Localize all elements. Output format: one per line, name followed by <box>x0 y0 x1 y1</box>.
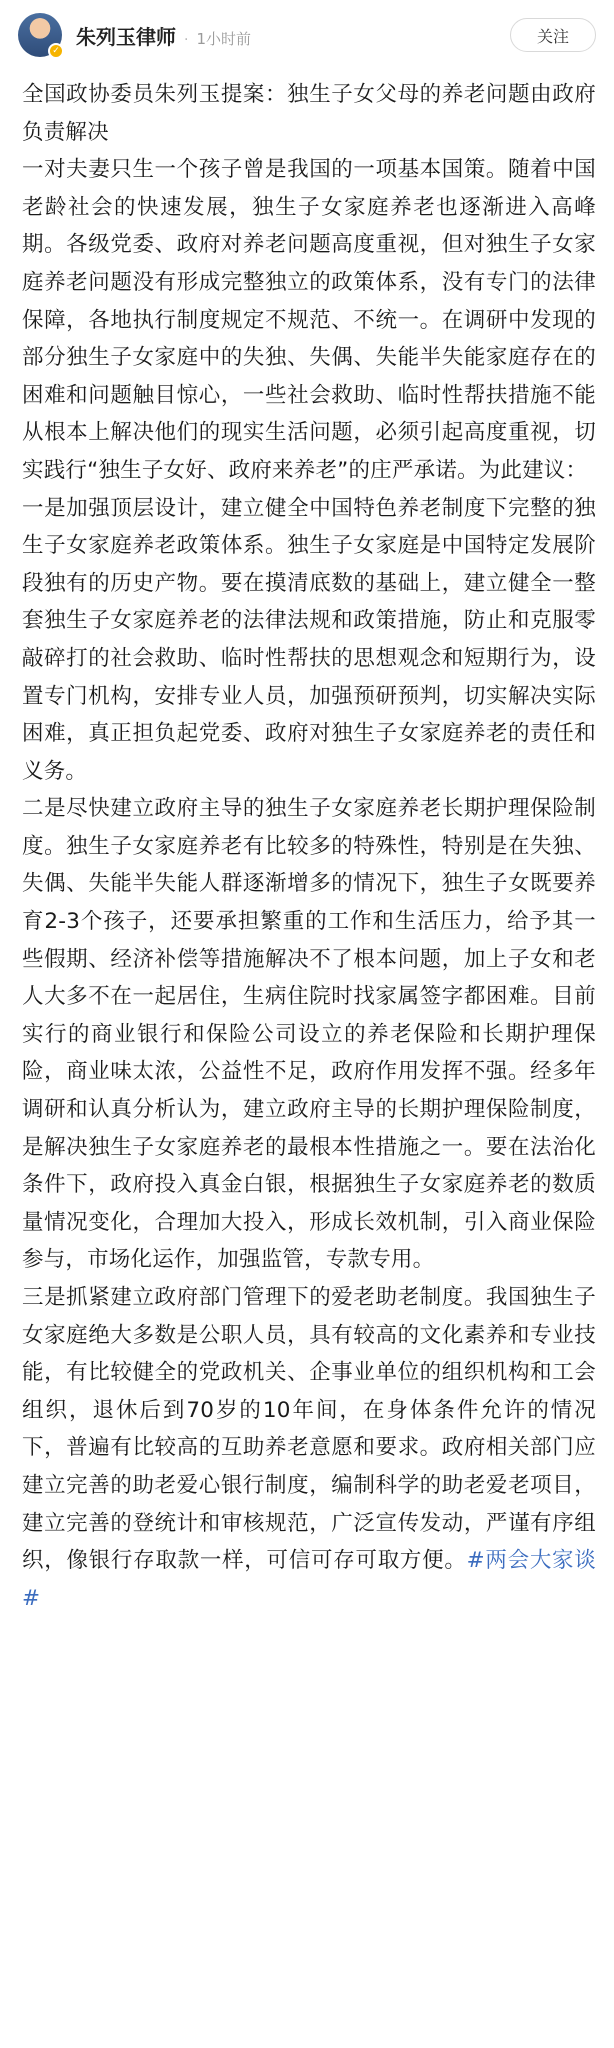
author-name[interactable]: 朱列玉律师 <box>76 24 176 49</box>
post-time: 1小时前 <box>196 29 251 48</box>
article-paragraph <box>22 1279 596 1617</box>
article-paragraph-text: 三是抓紧建立政府部门管理下的爱老助老制度。我国独生子女家庭绝大多数是公职人员，具有较高的文化素养和专业技能，有比较健全的党政机关、企事业单位的组织机构和工会组织，退休后到70岁的10年间，在身体条件允许的情况下，普遍有比较高的互助养老意愿和要求。政府相关部门应建立完善的助老爱心银行制度，编制科学的助老爱老项目，建立完善的登统计和审核规范，广泛宣传发动，严谨有序组织，像银行存取款一样，可信可存可取方便。 <box>22 1285 596 1574</box>
post-body <box>0 70 614 1617</box>
follow-button[interactable]: 关注 <box>510 18 596 52</box>
post-header <box>0 0 614 70</box>
article-paragraph: 一是加强顶层设计，建立健全中国特色养老制度下完整的独生子女家庭养老政策体系。独生子女家庭是中国特定发展阶段独有的历史产物。要在摸清底数的基础上，建立健全一整套独生子女家庭养老的法律法规和政策措施，防止和克服零敲碎打的社会救助、临时性帮扶的思想观念和短期行为，设置专门机构，安排专业人员，加强预研预判，切实解决实际困难，真正担负起党委、政府对独生子女家庭养老的责任和义务。 <box>22 495 596 784</box>
article-paragraph: 一对夫妻只生一个孩子曾是我国的一项基本国策。随着中国老龄社会的快速发展，独生子女家庭养老也逐渐进入高峰期。各级党委、政府对养老问题高度重视，但对独生子女家庭养老问题没有形成完整独立的政策体系，没有专门的法律保障，各地执行制度规定不规范、不统一。在调研中发现的部分独生子女家庭中的失独、失偶、失能半失能家庭存在的困难和问题触目惊心，一些社会救助、临时性帮扶措施不能从根本上解决他们的现实生活问题，必须引起高度重视，切实践行“独生子女好、政府来养老”的庄严承诺。为此建议： <box>22 157 596 483</box>
hashtag-link[interactable]: #两会大家谈# <box>22 1548 596 1611</box>
article-title: 全国政协委员朱列玉提案：独生子女父母的养老问题由政府负责解决 <box>22 82 596 145</box>
post-meta <box>76 21 251 50</box>
meta-separator: · <box>184 31 189 48</box>
article-paragraph: 二是尽快建立政府主导的独生子女家庭养老长期护理保险制度。独生子女家庭养老有比较多的特殊性，特别是在失独、失偶、失能半失能人群逐渐增多的情况下，独生子女既要养育2-3个孩子，还要承担繁重的工作和生活压力，给予其一些假期、经济补偿等措施解决不了根本问题，加上子女和老人大多不在一起居住，生病住院时找家属签字都困难。目前实行的商业银行和保险公司设立的养老保险和长期护理保险，商业味太浓，公益性不足，政府作用发挥不强。经多年调研和认真分析认为，建立政府主导的长期护理保险制度，是解决独生子女家庭养老的最根本性措施之一。要在法治化条件下，政府投入真金白银，根据独生子女家庭养老的数质量情况变化，合理加大投入，形成长效机制，引入商业保险参与，市场化运作，加强监管，专款专用。 <box>22 796 596 1273</box>
verified-badge-icon: ✓ <box>48 43 64 59</box>
avatar[interactable] <box>18 13 62 57</box>
